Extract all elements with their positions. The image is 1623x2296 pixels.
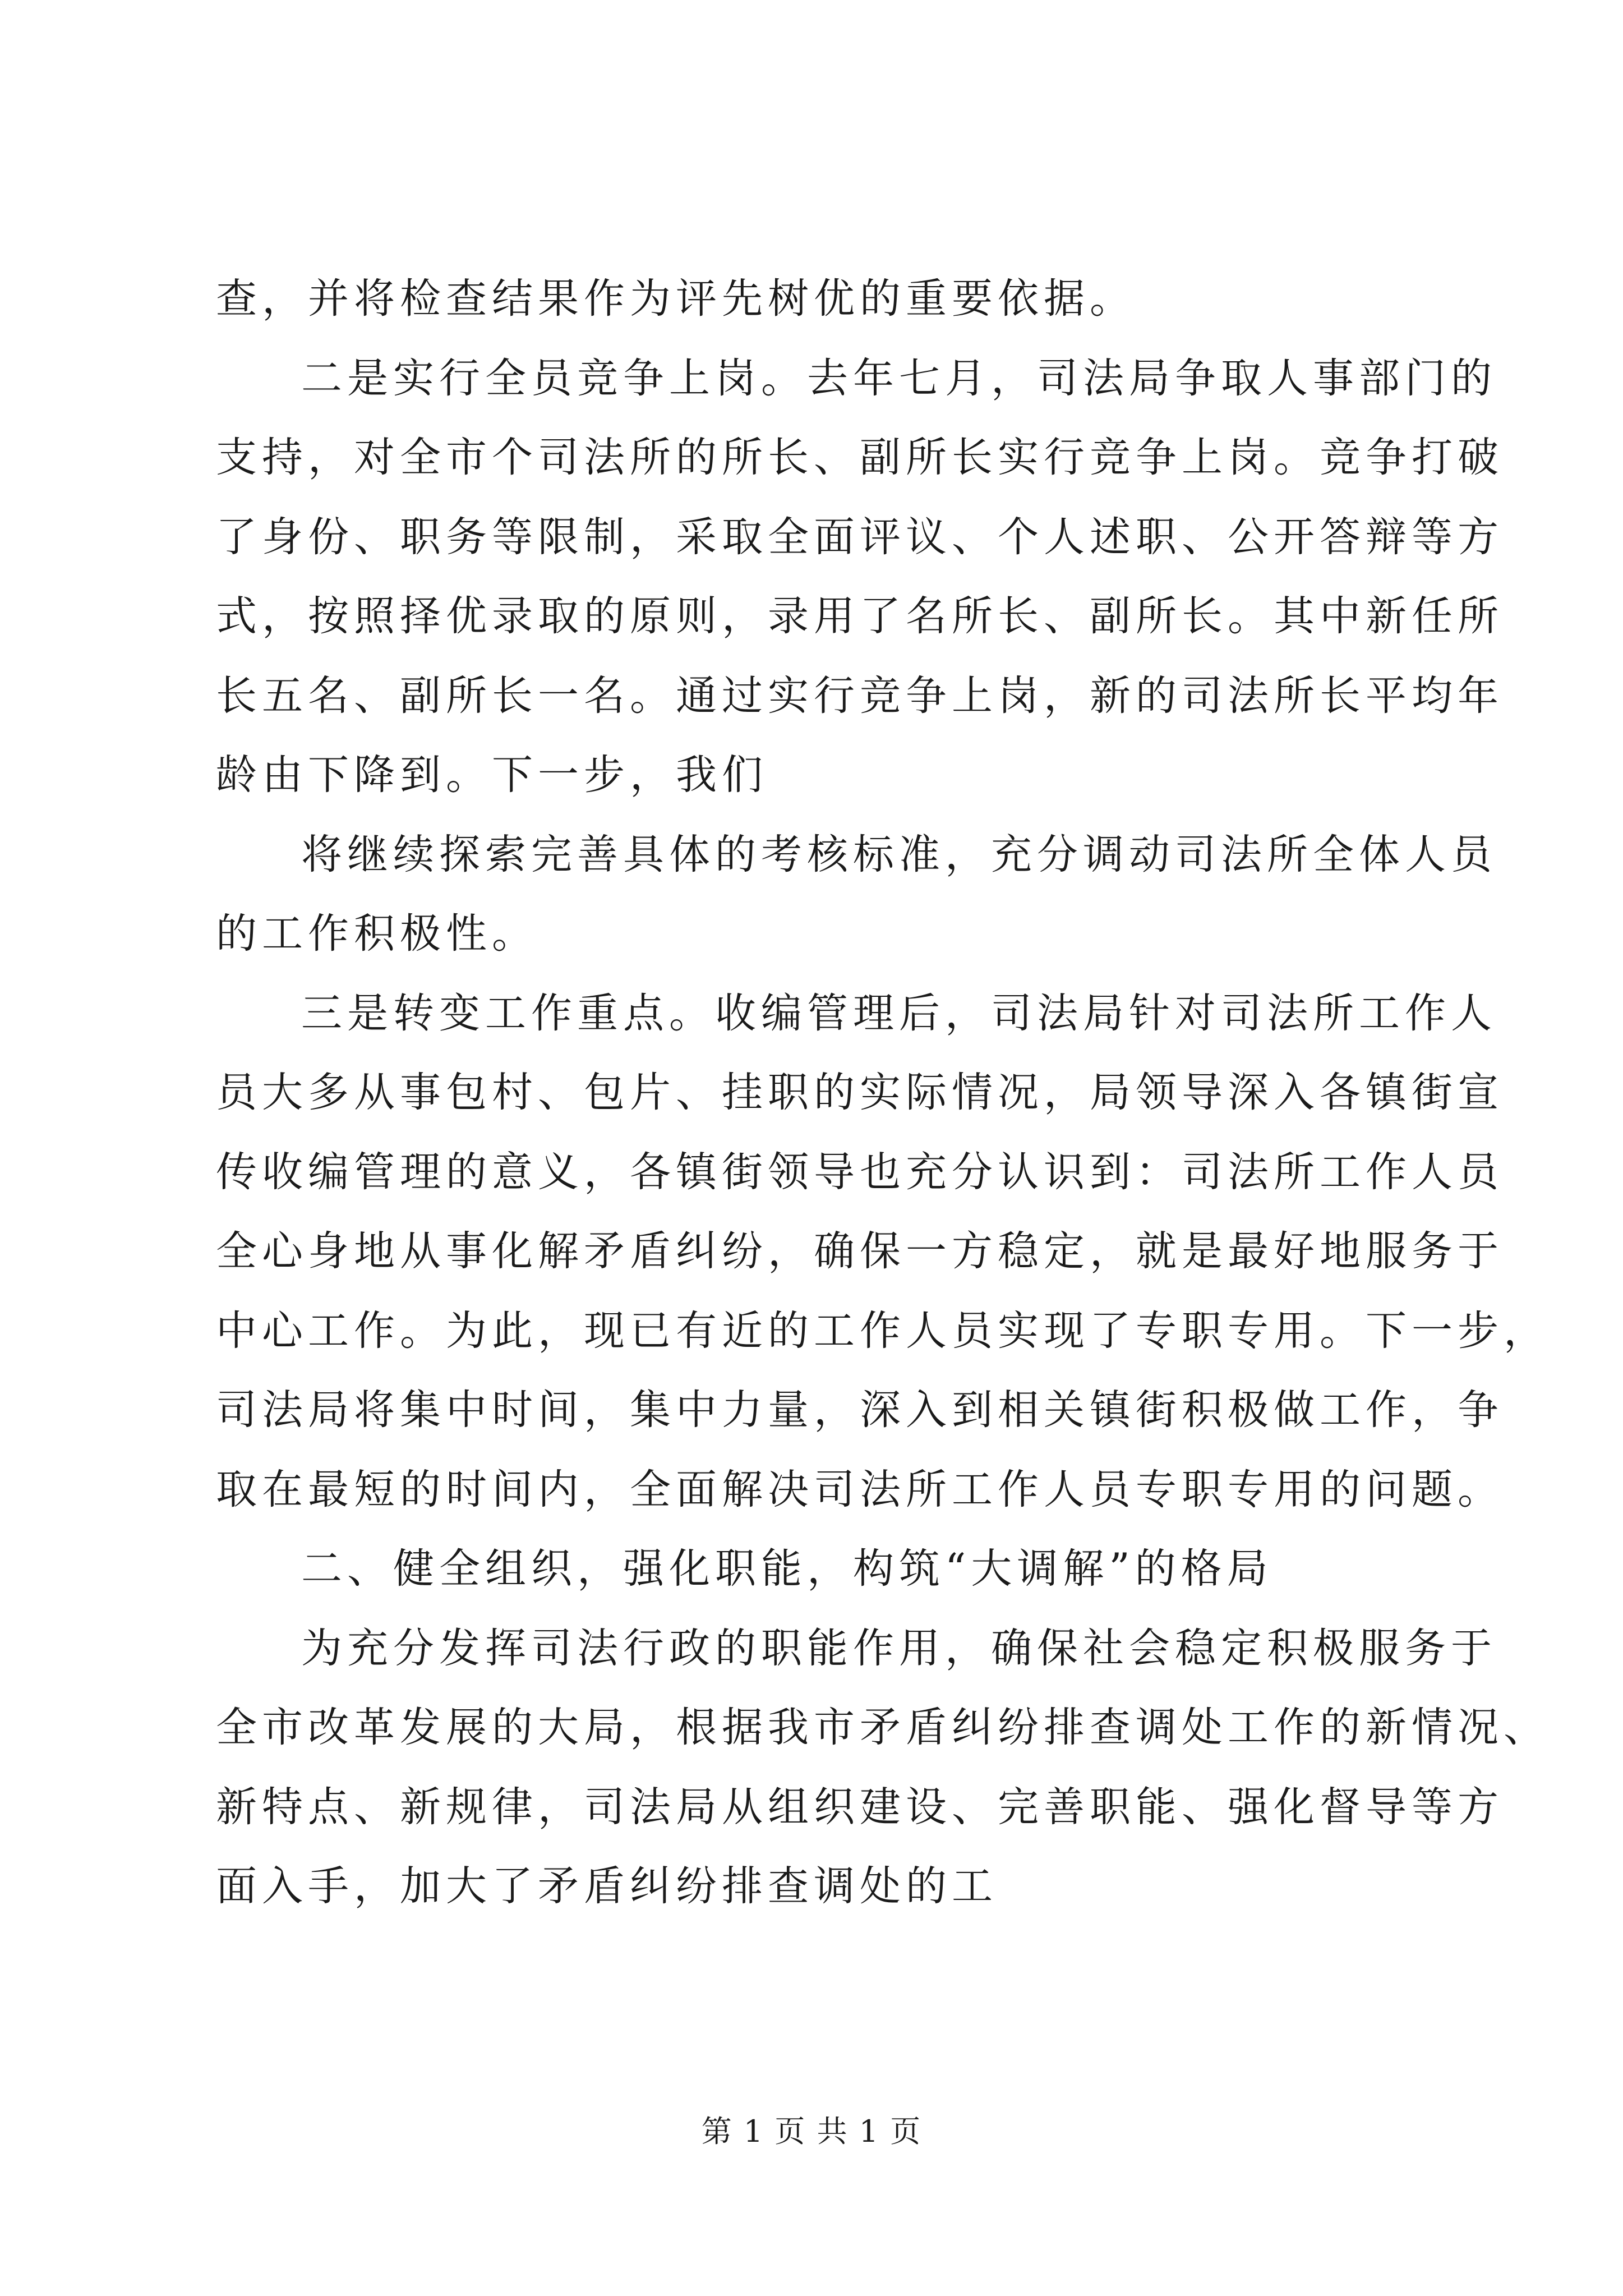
page-footer: 第 1 页 共 1 页	[701, 2114, 922, 2149]
text-line: 查，并将检查结果作为评先树优的重要依据。	[216, 275, 1136, 323]
text-line: 全市改革发展的大局，根据我市矛盾纠纷排查调处工作的新情况、	[216, 1704, 1550, 1751]
text-line: 司法局将集中时间，集中力量，深入到相关镇街积极做工作，争	[216, 1386, 1504, 1434]
text-line: 支持，对全市个司法所的所长、副所长实行竞争上岗。竞争打破	[216, 434, 1504, 481]
text-line: 的工作积极性。	[216, 910, 538, 958]
document-body	[216, 259, 1550, 1926]
text-line: 取在最短的时间内，全面解决司法所工作人员专职专用的问题。	[216, 1465, 1504, 1513]
text-line: 长五名、副所长一名。通过实行竞争上岗，新的司法所长平均年	[216, 671, 1504, 720]
text-line: 式，按照择优录取的原则，录用了名所长、副所长。其中新任所	[216, 592, 1504, 640]
text-line: 为充分发挥司法行政的职能作用，确保社会稳定积极服务于	[301, 1624, 1497, 1672]
text-line: 面入手，加大了矛盾纠纷排查调处的工	[216, 1862, 998, 1910]
text-line: 龄由下降到。下一步，我们	[216, 751, 768, 799]
text-line: 三是转变工作重点。收编管理后，司法局针对司法所工作人	[301, 989, 1497, 1037]
text-line: 员大多从事包村、包片、挂职的实际情况，局领导深入各镇街宣	[216, 1069, 1504, 1116]
text-line: 新特点、新规律，司法局从组织建设、完善职能、强化督导等方	[216, 1783, 1504, 1831]
text-line: 中心工作。为此，现已有近的工作人员实现了专职专用。下一步，	[216, 1306, 1550, 1355]
text-line: 将继续探索完善具体的考核标准，充分调动司法所全体人员	[301, 830, 1497, 878]
text-line: 传收编管理的意义，各镇街领导也充分认识到：司法所工作人员	[216, 1148, 1504, 1196]
text-line: 二、健全组织，强化职能，构筑“大调解”的格局	[301, 1545, 1273, 1593]
text-line: 全心身地从事化解矛盾纠纷，确保一方稳定，就是最好地服务于	[216, 1227, 1504, 1275]
text-line: 了身份、职务等限制，采取全面评议、个人述职、公开答辩等方	[216, 513, 1504, 561]
text-line: 二是实行全员竞争上岗。去年七月，司法局争取人事部门的	[301, 354, 1497, 402]
